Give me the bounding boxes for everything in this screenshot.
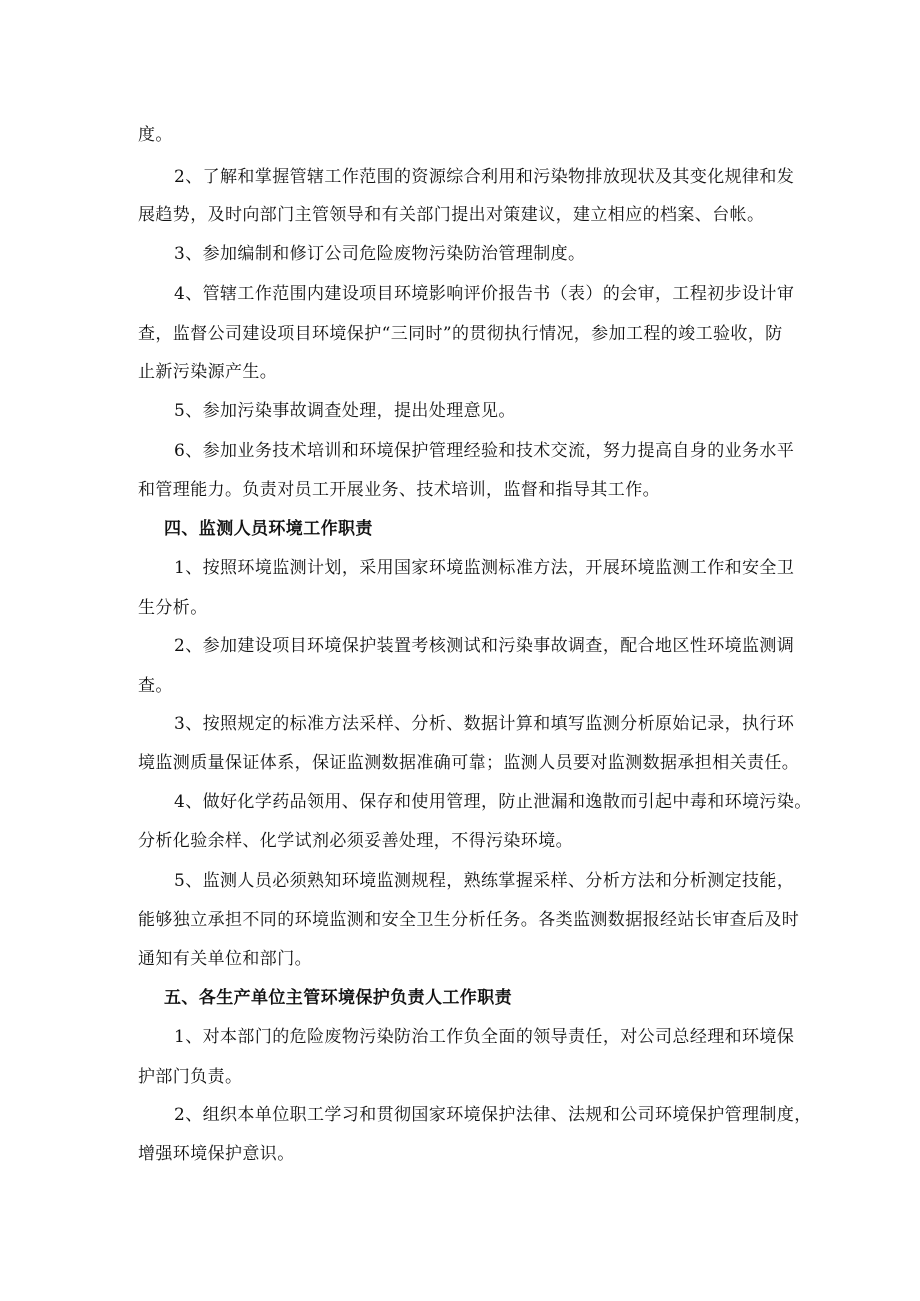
text-line: 4、管辖工作范围内建设项目环境影响评价报告书（表）的会审，工程初步设计审: [174, 284, 795, 304]
section-heading: 五、各生产单位主管环境保护负责人工作职责: [164, 988, 512, 1008]
text-line: 度。: [138, 125, 173, 145]
text-line: 通知有关单位和部门。: [138, 949, 312, 969]
text-line: 护部门负责。: [138, 1067, 243, 1087]
text-line: 查。: [138, 676, 173, 696]
text-line: 分析化验余样、化学试剂必须妥善处理，不得污染环境。: [138, 831, 573, 851]
text-line: 3、按照规定的标准方法采样、分析、数据计算和填写监测分析原始记录，执行环: [174, 714, 795, 734]
text-line: 境监测质量保证体系，保证监测数据准确可靠；监测人员要对监测数据承担相关责任。: [138, 753, 800, 773]
text-line: 2、参加建设项目环境保护装置考核测试和污染事故调查，配合地区性环境监测调: [174, 636, 795, 656]
text-line: 3、参加编制和修订公司危险废物污染防治管理制度。: [174, 244, 586, 264]
text-line: 1、按照环境监测计划，采用国家环境监测标准方法，开展环境监测工作和安全卫: [174, 558, 795, 578]
text-line: 5、参加污染事故调查处理，提出处理意见。: [174, 401, 516, 421]
text-line: 4、做好化学药品领用、保存和使用管理，防止泄漏和逸散而引起中毒和环境污染。: [174, 792, 812, 812]
text-line: 查，监督公司建设项目环境保护“三同时”的贯彻执行情况，参加工程的竣工验收，防: [138, 324, 783, 344]
text-line: 增强环境保护意识。: [138, 1144, 295, 1164]
text-line: 和管理能力。负责对员工开展业务、技术培训，监督和指导其工作。: [138, 480, 660, 500]
text-line: 生分析。: [138, 598, 208, 618]
text-line: 2、了解和掌握管辖工作范围的资源综合利用和污染物排放现状及其变化规律和发: [174, 167, 795, 187]
text-line: 1、对本部门的危险废物污染防治工作负全面的领导责任，对公司总经理和环境保: [174, 1027, 795, 1047]
text-line: 展趋势，及时向部门主管领导和有关部门提出对策建议，建立相应的档案、台帐。: [138, 205, 765, 225]
text-line: 止新污染源产生。: [138, 362, 278, 382]
section-heading: 四、监测人员环境工作职责: [164, 519, 373, 539]
text-line: 2、组织本单位职工学习和贯彻国家环境保护法律、法规和公司环境保护管理制度，: [174, 1105, 812, 1125]
text-line: 能够独立承担不同的环境监测和安全卫生分析任务。各类监测数据报经站长审查后及时: [138, 910, 800, 930]
text-line: 6、参加业务技术培训和环境保护管理经验和技术交流，努力提高自身的业务水平: [174, 441, 795, 461]
text-line: 5、监测人员必须熟知环境监测规程，熟练掌握采样、分析方法和分析测定技能，: [174, 871, 795, 891]
